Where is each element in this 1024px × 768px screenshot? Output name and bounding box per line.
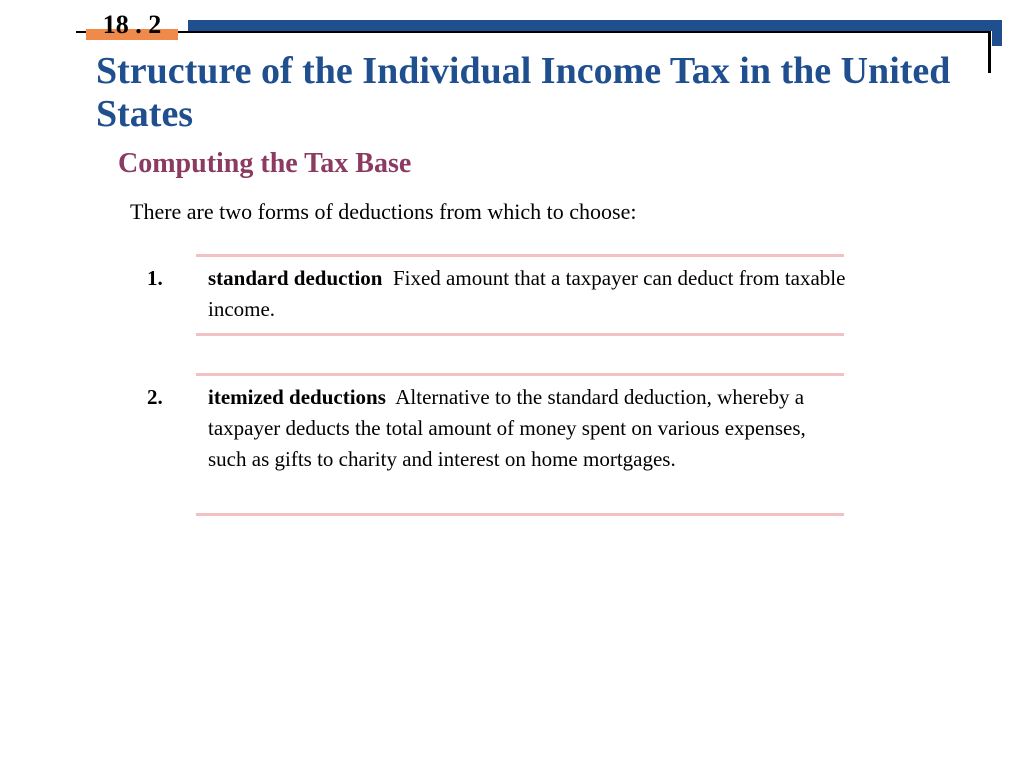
header-bar-black <box>188 31 990 33</box>
list-number-1: 1. <box>147 266 163 290</box>
definition-term-1: standard deduction <box>208 266 383 290</box>
section-number: 18 . 2 <box>102 10 162 39</box>
header-rule-left <box>76 31 86 33</box>
header-corner-black <box>988 31 991 73</box>
definition-term-2: itemized deductions <box>208 385 386 409</box>
list-number-2: 2. <box>147 385 163 409</box>
header-rule-mid <box>178 31 188 33</box>
slide-title: Structure of the Individual Income Tax in the United States <box>96 50 951 135</box>
definition-text-2 <box>208 382 848 475</box>
intro-text: There are two forms of deductions from which to choose: <box>130 199 637 224</box>
header-bar-blue <box>188 20 1002 31</box>
definition-body-1: Fixed amount that a taxpayer can deduct from taxable income. <box>208 266 846 321</box>
slide-subtitle: Computing the Tax Base <box>118 148 412 179</box>
header-corner-blue <box>992 20 1002 46</box>
definition-body-2: Alternative to the standard deduction, whereby a taxpayer deducts the total amount of money spent on various expenses, such as gifts to charity and interest on home mortgages. <box>208 385 806 471</box>
definition-text-1 <box>208 263 858 325</box>
section-badge <box>86 9 178 40</box>
